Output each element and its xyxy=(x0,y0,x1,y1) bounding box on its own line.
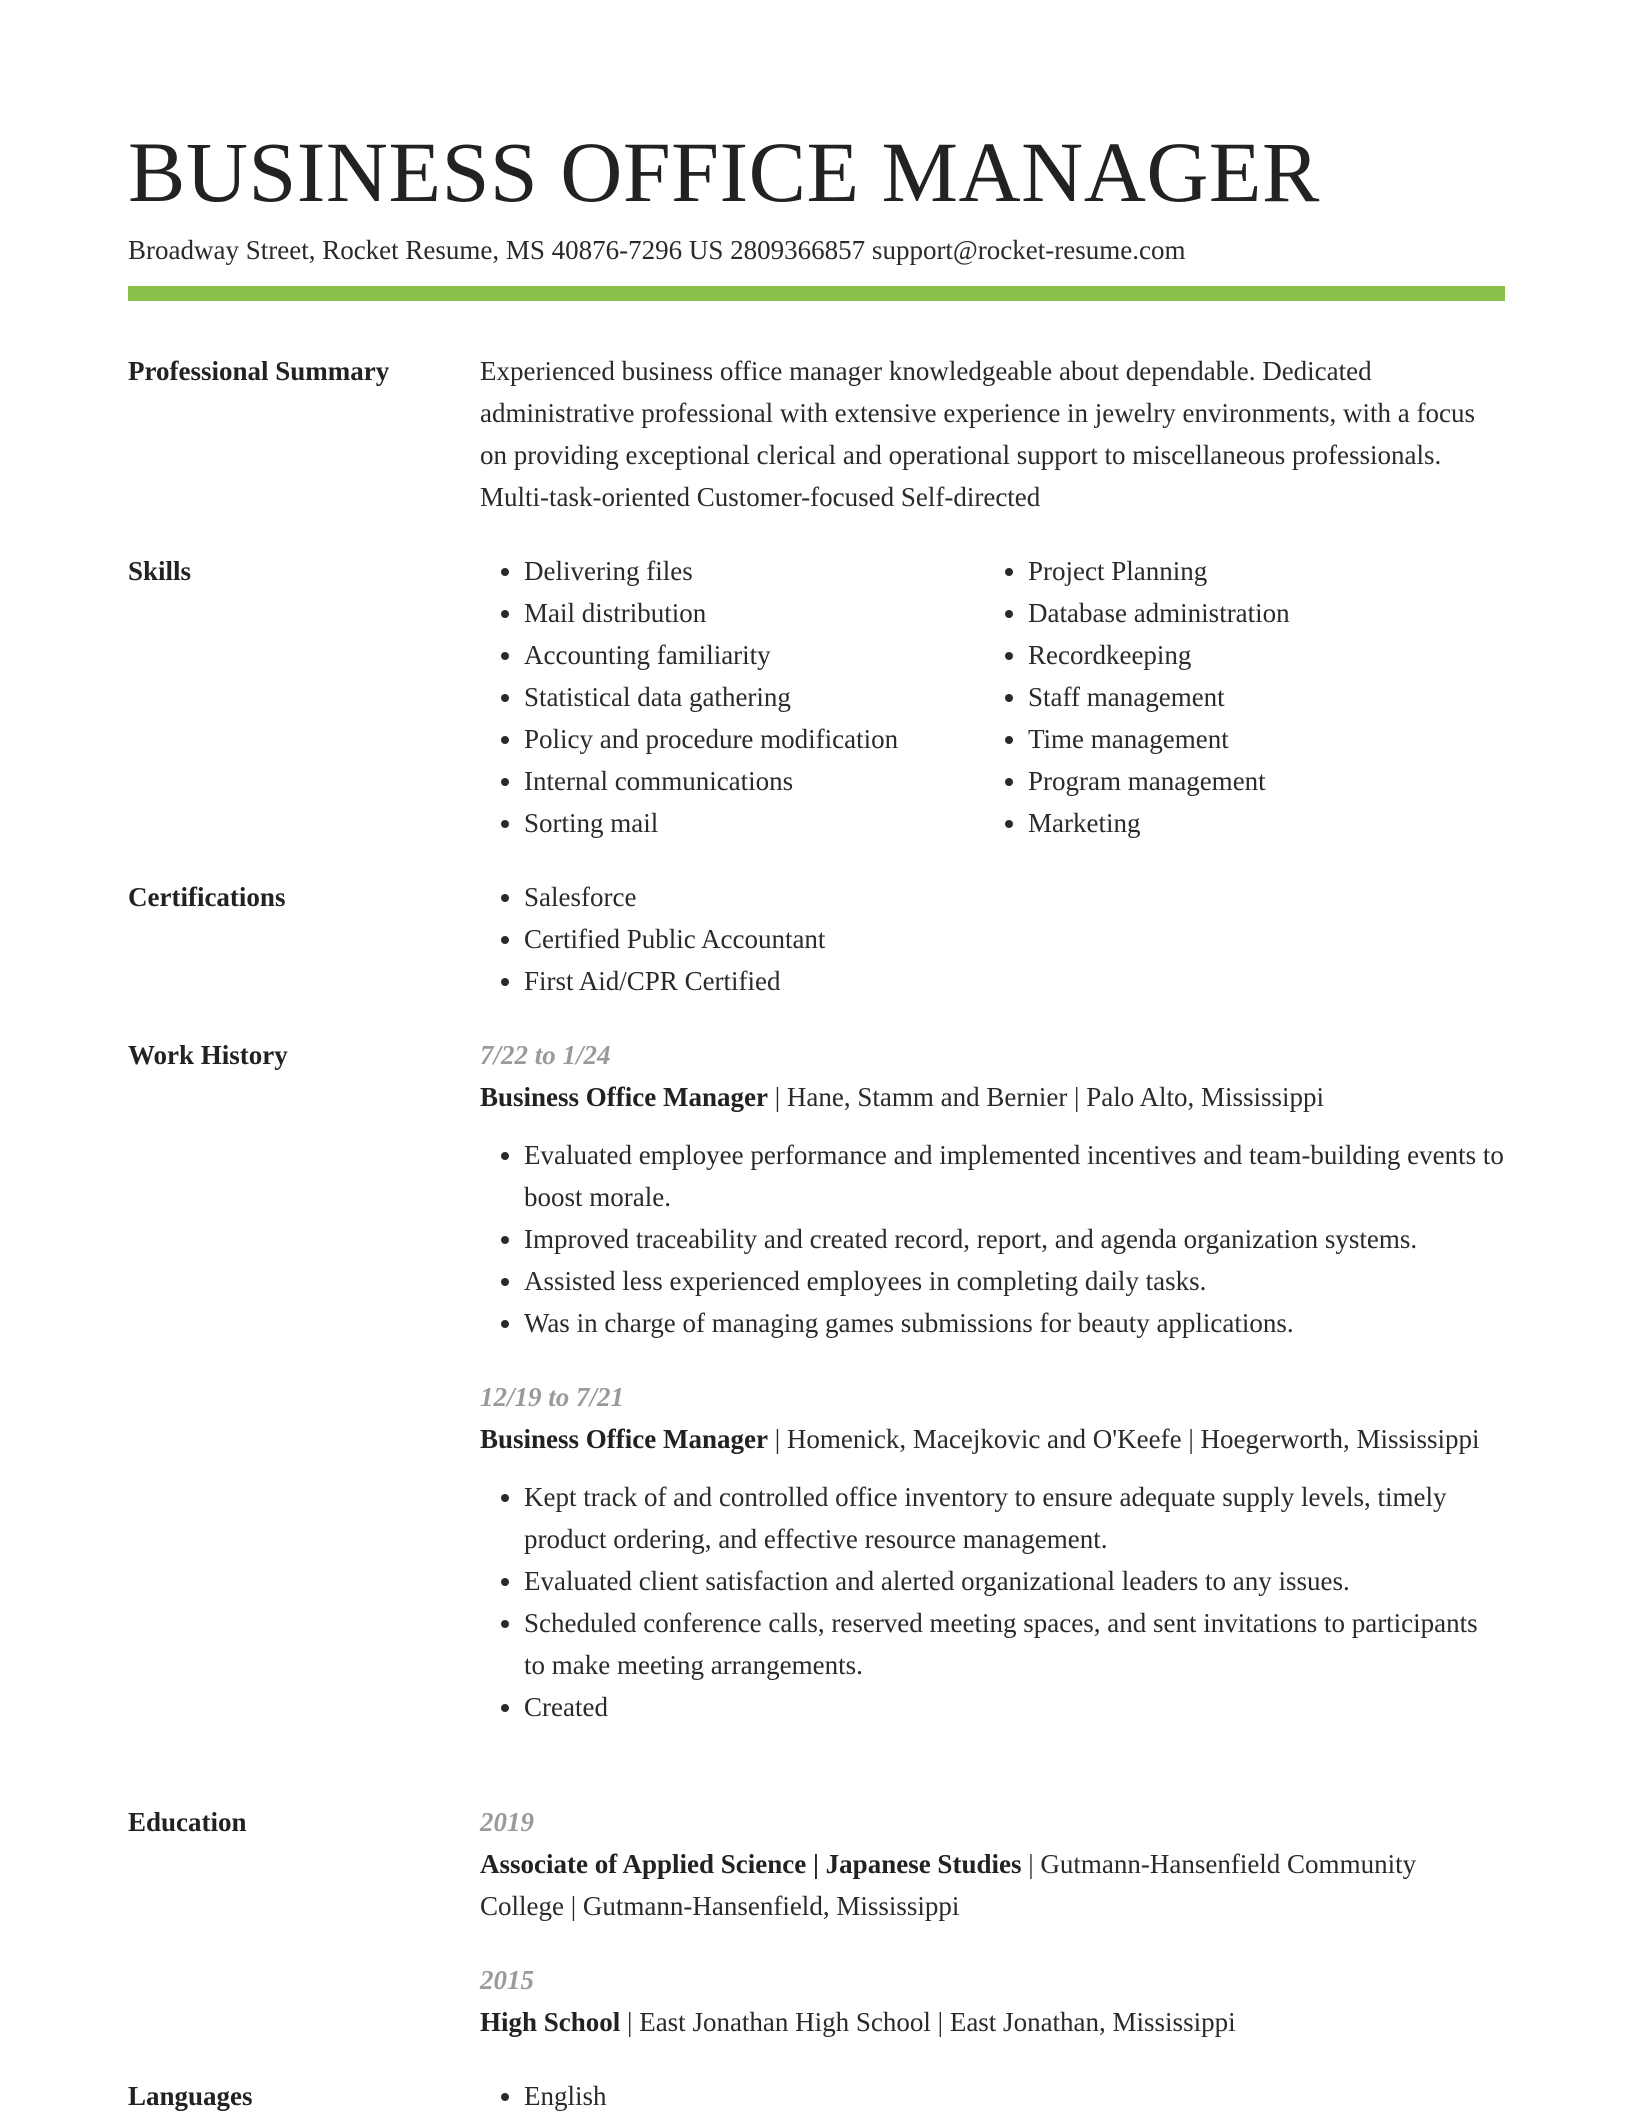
education-degree: Associate of Applied Science | Japanese Studies xyxy=(480,1849,1022,1879)
skills-list-2 xyxy=(984,550,1505,844)
skill-item: • Project Planning xyxy=(1028,550,1505,592)
skill-item: • Program management xyxy=(1028,760,1505,802)
job-bullet: • Evaluated client satisfaction and alerted organizational leaders to any issues. xyxy=(524,1560,1505,1602)
skill-item: • Accounting familiarity xyxy=(524,634,984,676)
skills-column-1 xyxy=(480,550,984,844)
skills-list-1 xyxy=(480,550,984,844)
languages-body xyxy=(480,2075,1505,2117)
job-dates: 12/19 to 7/21 xyxy=(480,1382,625,1412)
education-school-location: | East Jonathan High School | East Jonathan, Mississippi xyxy=(620,2007,1236,2037)
job-bullet: • Assisted less experienced employees in completing daily tasks. xyxy=(524,1260,1505,1302)
certification-item: • Salesforce xyxy=(524,876,1505,918)
education-year: 2015 xyxy=(480,1965,534,1995)
job-employer-location: | Hane, Stamm and Bernier | Palo Alto, Mississippi xyxy=(767,1082,1325,1112)
education-degree: High School xyxy=(480,2007,621,2037)
education-heading xyxy=(480,1843,1505,1927)
section-label-education: Education xyxy=(128,1807,247,1837)
job-heading xyxy=(480,1076,1505,1118)
job-bullet: • Kept track of and controlled office inventory to ensure adequate supply levels, timely product ordering, and effective resource management. xyxy=(524,1476,1505,1560)
certifications-list xyxy=(480,876,1505,1002)
section-label-skills: Skills xyxy=(128,556,192,586)
section-label-work-history: Work History xyxy=(128,1040,288,1070)
work-history-body xyxy=(480,1034,1505,1728)
job-entry xyxy=(480,1034,1505,1344)
skill-item: • Statistical data gathering xyxy=(524,676,984,718)
job-bullet: • Evaluated employee performance and implemented incentives and team-building events to boost morale. xyxy=(524,1134,1505,1218)
entry-spacer xyxy=(480,1344,1505,1376)
skill-item: • Time management xyxy=(1028,718,1505,760)
job-heading xyxy=(480,1418,1505,1460)
education-body xyxy=(480,1801,1505,2043)
job-bullets xyxy=(480,1134,1505,1344)
skill-item: • Mail distribution xyxy=(524,592,984,634)
accent-divider xyxy=(128,286,1505,301)
language-item: • English xyxy=(524,2075,1505,2117)
education-entry xyxy=(480,1959,1505,2043)
job-title: Business Office Manager xyxy=(480,1082,768,1112)
education-year: 2019 xyxy=(480,1807,534,1837)
job-title: Business Office Manager xyxy=(480,1424,768,1454)
certification-item: • First Aid/CPR Certified xyxy=(524,960,1505,1002)
section-label-certifications: Certifications xyxy=(128,882,286,912)
job-dates: 7/22 to 1/24 xyxy=(480,1040,611,1070)
skill-item: • Marketing xyxy=(1028,802,1505,844)
skill-item: • Delivering files xyxy=(524,550,984,592)
summary-text: Experienced business office manager knowledgeable about dependable. Dedicated administrative professional with extensive experience in jewelry environments, with a focus on providing exceptional clerical and operational support to miscellaneous professionals. Multi-task-oriented Customer-focused Self-directed xyxy=(480,356,1475,512)
skill-item: • Database administration xyxy=(1028,592,1505,634)
job-entry xyxy=(480,1376,1505,1728)
skill-item: • Policy and procedure modification xyxy=(524,718,984,760)
skills-column-2 xyxy=(984,550,1505,844)
job-bullet: • Was in charge of managing games submissions for beauty applications. xyxy=(524,1302,1505,1344)
education-entry xyxy=(480,1801,1505,1927)
certification-item: • Certified Public Accountant xyxy=(524,918,1505,960)
certifications-body xyxy=(480,876,1505,1002)
education-school-location: | Gutmann-Hansenfield Community College | Gutmann-Hansenfield, Mississippi xyxy=(480,1849,1417,1921)
job-bullets xyxy=(480,1476,1505,1728)
section-label-summary: Professional Summary xyxy=(128,356,390,386)
skill-item: • Recordkeeping xyxy=(1028,634,1505,676)
resume-title: BUSINESS OFFICE MANAGER xyxy=(128,124,1320,220)
skill-item: • Sorting mail xyxy=(524,802,984,844)
job-employer-location: | Homenick, Macejkovic and O'Keefe | Hoegerworth, Mississippi xyxy=(767,1424,1480,1454)
job-bullet: • Scheduled conference calls, reserved meeting spaces, and sent invitations to participants to make meeting arrangements. xyxy=(524,1602,1505,1686)
entry-spacer xyxy=(480,1927,1505,1959)
skills-body xyxy=(480,550,1505,844)
education-heading xyxy=(480,2001,1505,2043)
skill-item: • Staff management xyxy=(1028,676,1505,718)
section-label-languages: Languages xyxy=(128,2081,253,2111)
languages-list xyxy=(480,2075,1505,2117)
contact-line: Broadway Street, Rocket Resume, MS 40876-7296 US 2809366857 support@rocket-resume.com xyxy=(128,235,1186,265)
skill-item: • Internal communications xyxy=(524,760,984,802)
job-bullet: • Improved traceability and created record, report, and agenda organization systems. xyxy=(524,1218,1505,1260)
job-bullet: • Created xyxy=(524,1686,1505,1728)
summary-body xyxy=(480,350,1505,518)
